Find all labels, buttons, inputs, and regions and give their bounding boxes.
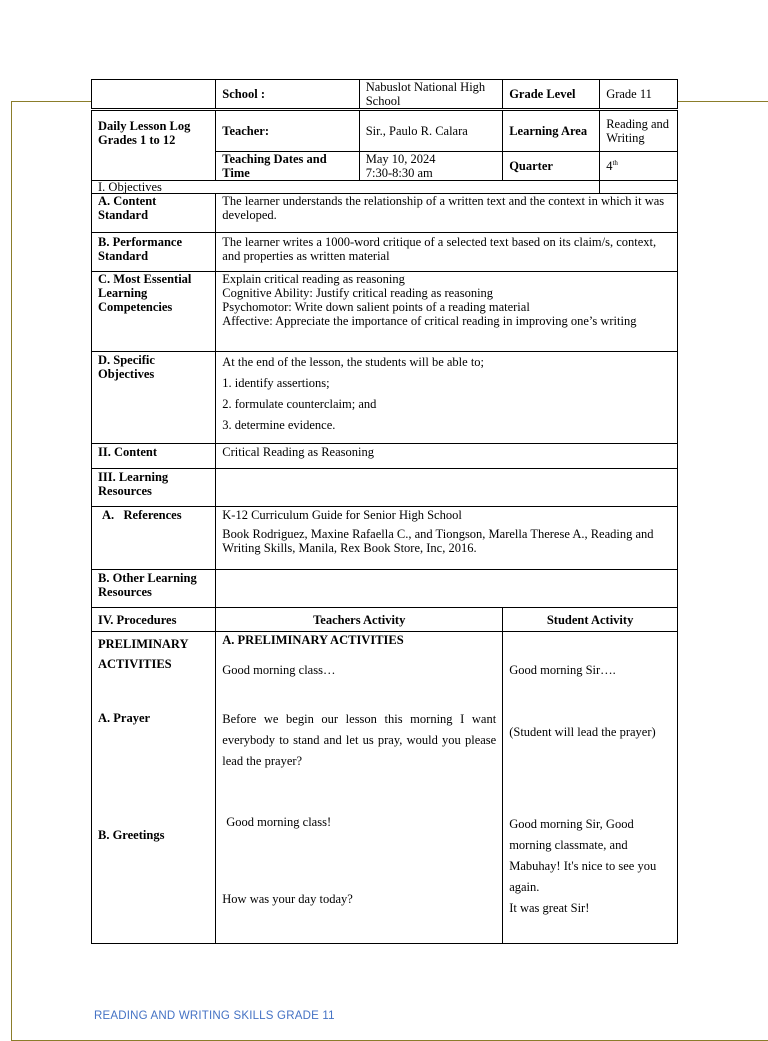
teaching-time: 7:30-8:30 am bbox=[365, 166, 433, 180]
learning-area-label: Learning Area bbox=[503, 110, 600, 152]
header-blank-cell bbox=[92, 80, 216, 110]
content-standard-text: The learner understands the relationship of a written text and the context in which it was developed. bbox=[216, 194, 678, 233]
specific-objectives-list bbox=[216, 352, 678, 444]
objectives-section-label: I. Objectives bbox=[92, 181, 600, 194]
school-label: School : bbox=[216, 80, 359, 110]
specific-item: 3. determine evidence. bbox=[222, 418, 336, 432]
log-title: Daily Lesson Log Grades 1 to 12 bbox=[92, 110, 216, 181]
melc-label: C. Most Essential Learning Competencies bbox=[92, 272, 216, 352]
melc-line: Affective: Appreciate the importance of critical reading in improving one’s writing bbox=[222, 314, 637, 328]
greetings-label: B. Greetings bbox=[98, 828, 165, 842]
melc-line: Psychomotor: Write down salient points of a reading material bbox=[222, 300, 530, 314]
melc-list bbox=[216, 272, 678, 352]
grade-level-label: Grade Level bbox=[503, 80, 600, 110]
content-standard-label: A. Content Standard bbox=[92, 194, 216, 233]
teacher-label: Teacher: bbox=[216, 110, 359, 152]
grade-level-value: Grade 11 bbox=[600, 80, 678, 110]
specific-intro: At the end of the lesson, the students will be able to; bbox=[222, 355, 485, 369]
student-line: Good morning Sir…. bbox=[509, 663, 616, 677]
specific-item: 2. formulate counterclaim; and bbox=[222, 397, 377, 411]
procedures-label: IV. Procedures bbox=[92, 608, 216, 632]
quarter-label: Quarter bbox=[503, 152, 600, 181]
procedures-left-column bbox=[92, 632, 216, 944]
student-activity-header: Student Activity bbox=[503, 608, 678, 632]
quarter-value: 4th bbox=[600, 152, 678, 181]
preliminary-activities-label: PRELIMINARY ACTIVITIES bbox=[98, 637, 189, 671]
daily-lesson-log-table bbox=[91, 79, 678, 944]
performance-standard-label: B. Performance Standard bbox=[92, 233, 216, 272]
teaching-date: May 10, 2024 bbox=[365, 152, 436, 166]
specific-objectives-label: D. Specific Objectives bbox=[92, 352, 216, 444]
student-activity-column bbox=[503, 632, 678, 944]
teachers-activity-column bbox=[216, 632, 503, 944]
student-line: It was great Sir! bbox=[509, 901, 590, 915]
references-label: A. References bbox=[92, 507, 216, 570]
teacher-line: Good morning class! bbox=[226, 815, 332, 829]
other-resources-label: B. Other Learning Resources bbox=[92, 570, 216, 608]
performance-standard-text: The learner writes a 1000-word critique of a selected text based on its claim/s, context, and properties as written material bbox=[216, 233, 678, 272]
reference-item: Book Rodriguez, Maxine Rafaella C., and Tiongson, Marella Therese A., Reading and Writing Skills, Manila, Rex Book Store, Inc, 2016. bbox=[222, 527, 654, 555]
student-line: Good morning Sir, Good morning classmate, and Mabuhay! It's nice to see you again. bbox=[509, 817, 657, 894]
reference-item: K-12 Curriculum Guide for Senior High School bbox=[222, 508, 462, 522]
specific-item: 1. identify assertions; bbox=[222, 376, 330, 390]
references-list bbox=[216, 507, 678, 570]
objectives-blank-cell bbox=[600, 181, 678, 194]
teaching-dates-value bbox=[359, 152, 502, 181]
teacher-line: How was your day today? bbox=[222, 892, 353, 906]
teacher-line: Good morning class… bbox=[222, 663, 336, 677]
learning-resources-label: III. Learning Resources bbox=[92, 469, 216, 507]
melc-line: Cognitive Ability: Justify critical reading as reasoning bbox=[222, 286, 494, 300]
student-line: (Student will lead the prayer) bbox=[509, 725, 656, 739]
learning-resources-blank bbox=[216, 469, 678, 507]
content-label: II. Content bbox=[92, 444, 216, 469]
learning-area-value: Reading and Writing bbox=[600, 110, 678, 152]
teacher-line: Before we begin our lesson this morning I want everybody to stand and let us pray, would you please lead the prayer? bbox=[222, 712, 497, 768]
footer-title: READING AND WRITING SKILLS GRADE 11 bbox=[94, 1010, 335, 1022]
teachers-activity-header: Teachers Activity bbox=[216, 608, 503, 632]
prayer-label: A. Prayer bbox=[98, 711, 151, 725]
content-value: Critical Reading as Reasoning bbox=[216, 444, 678, 469]
school-value: Nabuslot National High School bbox=[359, 80, 502, 110]
teaching-dates-label: Teaching Dates and Time bbox=[216, 152, 359, 181]
teacher-value: Sir., Paulo R. Calara bbox=[359, 110, 502, 152]
melc-line: Explain critical reading as reasoning bbox=[222, 272, 405, 286]
other-resources-blank bbox=[216, 570, 678, 608]
preliminary-activities-heading: A. PRELIMINARY ACTIVITIES bbox=[222, 633, 404, 647]
